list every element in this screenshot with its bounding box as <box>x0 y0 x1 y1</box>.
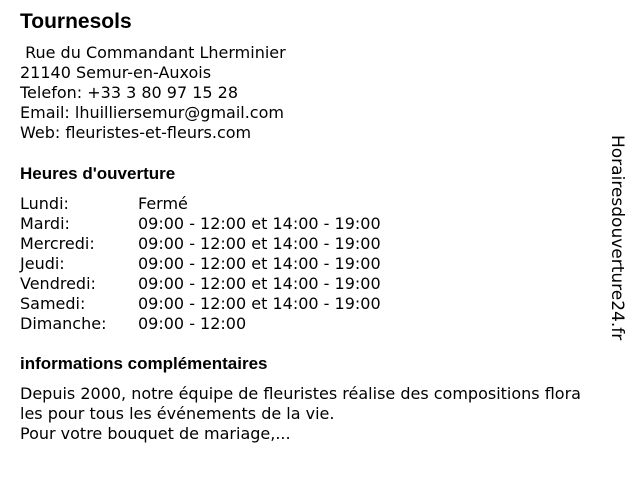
day-label: Mercredi: <box>20 234 95 253</box>
day-hours: 09:00 - 12:00 et 14:00 - 19:00 <box>138 294 381 313</box>
day-label: Mardi: <box>20 214 70 233</box>
description-line: Pour votre bouquet de mariage,... <box>20 424 291 443</box>
street-address: Rue du Commandant Lherminier <box>20 43 286 62</box>
day-hours: 09:00 - 12:00 et 14:00 - 19:00 <box>138 254 381 273</box>
day-label: Samedi: <box>20 294 86 313</box>
additional-info-heading: informations complémentaires <box>20 354 268 373</box>
opening-hours-heading: Heures d'ouverture <box>20 164 176 183</box>
address-block <box>20 43 286 143</box>
description-line: les pour tous les événements de la vie. <box>20 404 335 423</box>
city-postal: 21140 Semur-en-Auxois <box>20 63 212 82</box>
website: Web: fleuristes-et-fleurs.com <box>20 123 252 142</box>
business-name: Tournesols <box>20 10 132 33</box>
day-hours: 09:00 - 12:00 et 14:00 - 19:00 <box>138 274 381 293</box>
description-text <box>20 384 630 444</box>
description-line: Depuis 2000, notre équipe de fleuristes réalise des compositions flora <box>20 384 581 403</box>
site-watermark: Horairesdouverture24.fr <box>607 135 627 341</box>
day-hours: 09:00 - 12:00 et 14:00 - 19:00 <box>138 214 381 233</box>
day-hours: Fermé <box>138 194 188 213</box>
day-label: Dimanche: <box>20 314 107 333</box>
day-hours: 09:00 - 12:00 et 14:00 - 19:00 <box>138 234 381 253</box>
email-address: Email: lhuilliersemur@gmail.com <box>20 103 284 122</box>
phone-number: Telefon: +33 3 80 97 15 28 <box>20 83 239 102</box>
day-label: Vendredi: <box>20 274 96 293</box>
day-label: Lundi: <box>20 194 69 213</box>
day-label: Jeudi: <box>20 254 65 273</box>
day-hours: 09:00 - 12:00 <box>138 314 247 333</box>
